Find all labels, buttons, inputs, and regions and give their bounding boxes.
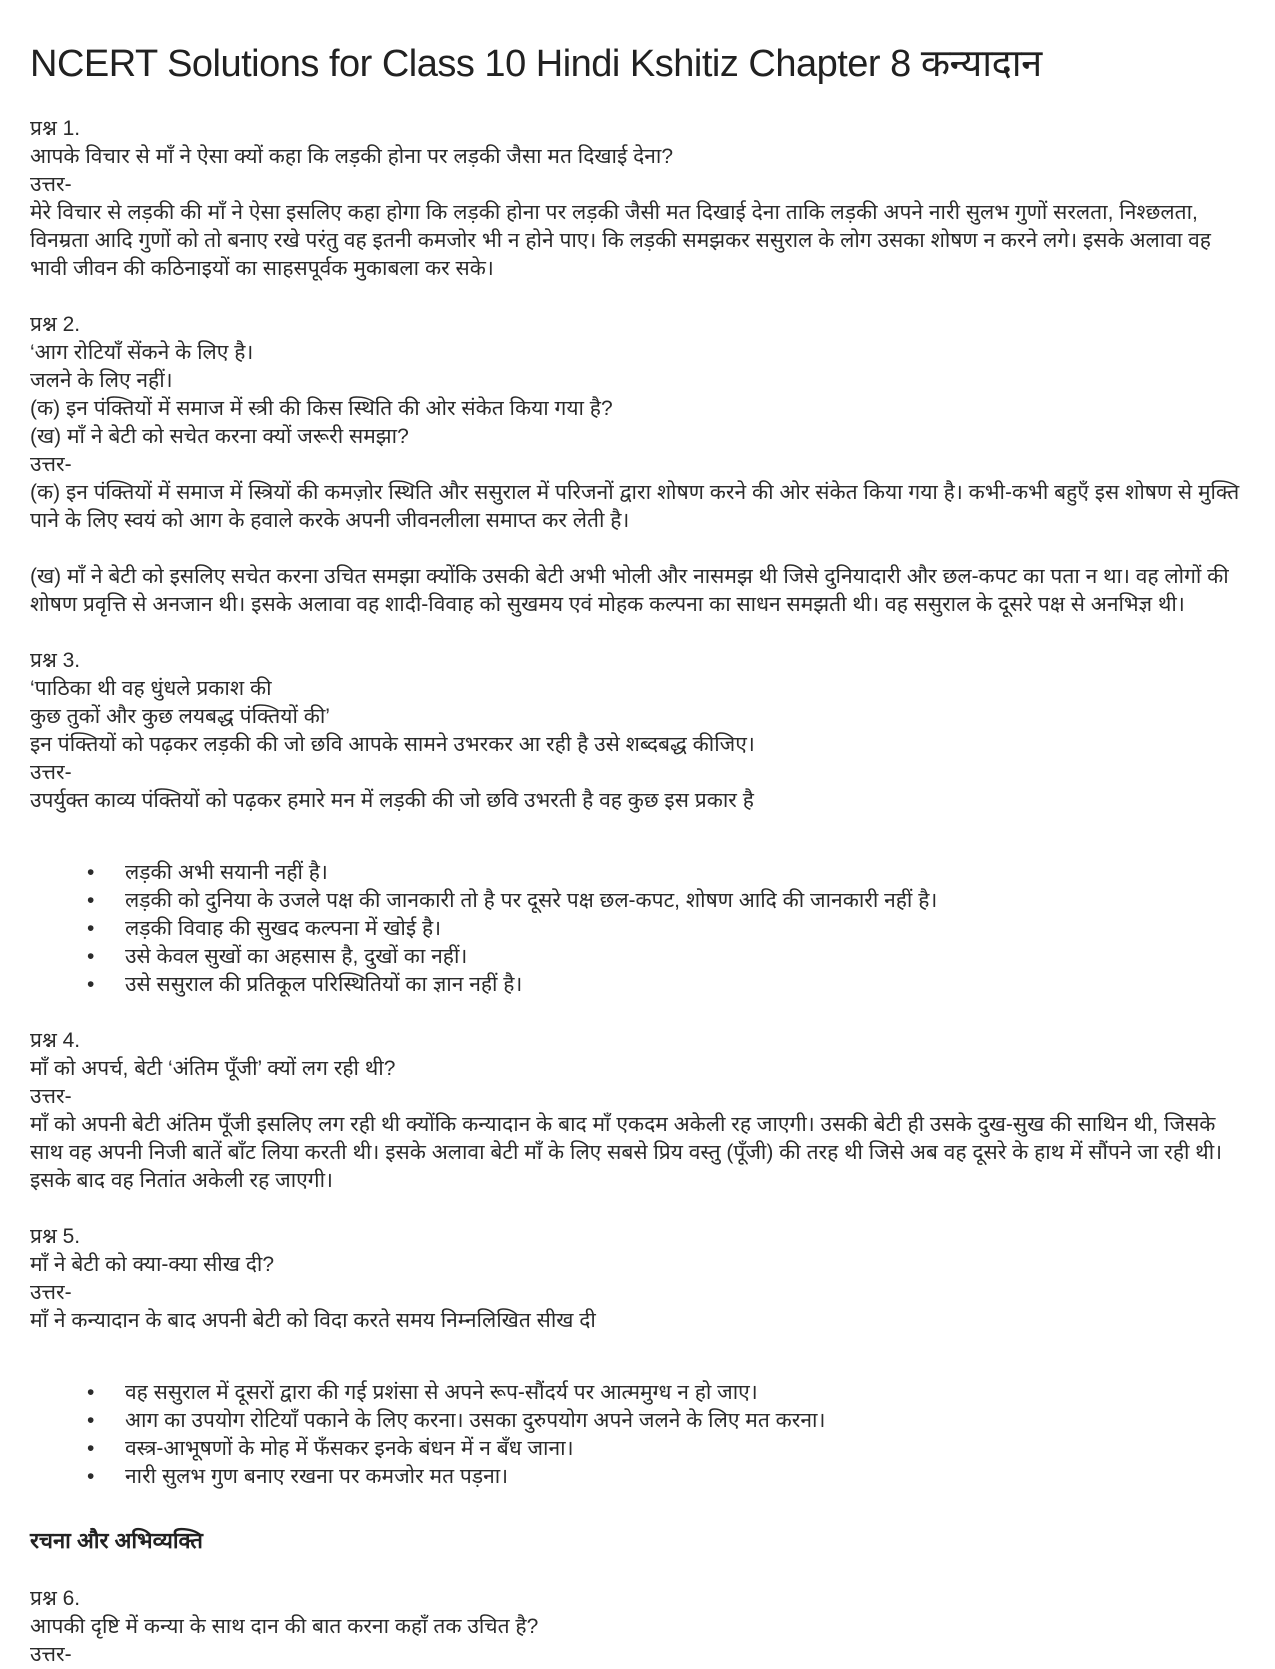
list-item: • नारी सुलभ गुण बनाए रखना पर कमजोर मत पड़ना।: [125, 1463, 1245, 1491]
text-line: माँ ने बेटी को क्या-क्या सीख दी?: [30, 1253, 275, 1276]
answer-label: उत्तर-: [30, 1085, 72, 1108]
question-number: प्रश्न 5.: [30, 1225, 81, 1248]
list-item: • वह ससुराल में दूसरों द्वारा की गई प्रशंसा से अपने रूप-सौंदर्य पर आत्ममुग्ध न हो जाए।: [125, 1379, 1245, 1407]
text-line: माँ ने कन्यादान के बाद अपनी बेटी को विदा करते समय निम्नलिखित सीख दी: [30, 1309, 596, 1332]
text-line: इन पंक्तियों को पढ़कर लड़की की जो छवि आपके सामने उभरकर आ रही है उसे शब्दबद्ध कीजिए।: [30, 733, 755, 756]
text-line: माँ को अपर्च, बेटी ‘अंतिम पूँजी’ क्यों लग रही थी?: [30, 1057, 396, 1080]
answer-label: उत्तर-: [30, 173, 72, 196]
text-line: आपकी दृष्टि में कन्या के साथ दान की बात करना कहाँ तक उचित है?: [30, 1615, 539, 1638]
text-line: उपर्युक्त काव्य पंक्तियों को पढ़कर हमारे मन में लड़की की जो छवि उभरती है वह कुछ इस प्रकार है: [30, 789, 754, 812]
question-number: प्रश्न 1.: [30, 117, 81, 140]
question-5-points-list: [30, 1379, 1245, 1491]
question-1-block: [30, 115, 1245, 283]
answer-label: उत्तर-: [30, 761, 72, 784]
question-5-block: [30, 1223, 1245, 1335]
list-item: • लड़की को दुनिया के उजले पक्ष की जानकारी तो है पर दूसरे पक्ष छल-कपट, शोषण आदि की जानकारी नहीं है।: [125, 887, 1245, 915]
list-item: • उसे केवल सुखों का अहसास है, दुखों का नहीं।: [125, 943, 1245, 971]
question-2-answer-kha-block: [30, 563, 1245, 619]
question-number: प्रश्न 6.: [30, 1587, 81, 1610]
text-line: (ख) माँ ने बेटी को सचेत करना क्यों जरूरी समझा?: [30, 425, 409, 448]
answer-label: उत्तर-: [30, 1281, 72, 1304]
page-title: NCERT Solutions for Class 10 Hindi Kshitiz Chapter 8 कन्यादान: [30, 43, 1042, 85]
section-heading-rachna-aur-abhivyakti: रचना और अभिव्यक्ति: [30, 1528, 203, 1553]
list-item: • आग का उपयोग रोटियाँ पकाने के लिए करना। उसका दुरुपयोग अपने जलने के लिए मत करना।: [125, 1407, 1245, 1435]
list-item: • लड़की अभी सयानी नहीं है।: [125, 859, 1245, 887]
list-item: • लड़की विवाह की सुखद कल्पना में खोई है।: [125, 915, 1245, 943]
question-4-block: [30, 1027, 1245, 1195]
text-line: माँ को अपनी बेटी अंतिम पूँजी इसलिए लग रही थी क्योंकि कन्यादान के बाद माँ एकदम अकेली रह जाएगी। उसकी बेटी ही उसके दुख-सुख की साथिन थी, जिसके साथ वह अपनी निजी बातें बाँट लिया करती थी। इसके अलावा बेटी माँ के लिए सबसे प्रिय वस्तु (पूँजी) की तरह थी जिसे अब वह दूसरे के हाथ में सौंपने जा रही थी। इसके बाद वह नितांत अकेली रह जाएगी।: [30, 1113, 1223, 1192]
text-line: कुछ तुकों और कुछ लयबद्ध पंक्तियों की’: [30, 705, 330, 728]
question-number: प्रश्न 4.: [30, 1029, 81, 1052]
text-line: (क) इन पंक्तियों में समाज में स्त्री की किस स्थिति की ओर संकेत किया गया है?: [30, 397, 613, 420]
text-line: ‘आग रोटियाँ सेंकने के लिए है।: [30, 341, 254, 364]
text-line: ‘पाठिका थी वह धुंधले प्रकाश की: [30, 677, 272, 700]
text-line: जलने के लिए नहीं।: [30, 369, 173, 392]
text-line: (ख) माँ ने बेटी को इसलिए सचेत करना उचित समझा क्योंकि उसकी बेटी अभी भोली और नासमझ थी जिसे दुनियादारी और छल-कपट का पता न था। वह लोगों की शोषण प्रवृत्ति से अनजान थी। इसके अलावा वह शादी-विवाह को सुखमय एवं मोहक कल्पना का साधन समझती थी। वह ससुराल के दूसरे पक्ष से अनभिज्ञ थी।: [30, 565, 1229, 616]
question-3-points-list: [30, 859, 1245, 999]
question-number: प्रश्न 2.: [30, 313, 81, 336]
document-content: [30, 115, 1245, 1669]
question-2-block: [30, 311, 1245, 535]
answer-label: उत्तर-: [30, 1643, 72, 1666]
text-line: मेरे विचार से लड़की की माँ ने ऐसा इसलिए कहा होगा कि लड़की होना पर लड़की जैसी मत दिखाई देना ताकि लड़की अपने नारी सुलभ गुणों सरलता, निश्छलता, विनम्रता आदि गुणों को तो बनाए रखे परंतु वह इतनी कमजोर भी न होने पाए। कि लड़की समझकर ससुराल के लोग उसका शोषण न करने लगे। इसके अलावा वह भावी जीवन की कठिनाइयों का साहसपूर्वक मुकाबला कर सके।: [30, 201, 1211, 280]
list-item: • उसे ससुराल की प्रतिकूल परिस्थितियों का ज्ञान नहीं है।: [125, 971, 1245, 999]
answer-label: उत्तर-: [30, 453, 72, 476]
text-line: (क) इन पंक्तियों में समाज में स्त्रियों की कमज़ोर स्थिति और ससुराल में परिजनों द्वारा शोषण करने की ओर संकेत किया गया है। कभी-कभी बहुएँ इस शोषण से मुक्ति पाने के लिए स्वयं को आग के हवाले करके अपनी जीवनलीला समाप्त कर लेती है।: [30, 481, 1240, 532]
question-6-block: [30, 1585, 1245, 1669]
question-number: प्रश्न 3.: [30, 649, 81, 672]
list-item: • वस्त्र-आभूषणों के मोह में फँसकर इनके बंधन में न बँध जाना।: [125, 1435, 1245, 1463]
text-line: आपके विचार से माँ ने ऐसा क्यों कहा कि लड़की होना पर लड़की जैसा मत दिखाई देना?: [30, 145, 674, 168]
question-3-block: [30, 647, 1245, 815]
